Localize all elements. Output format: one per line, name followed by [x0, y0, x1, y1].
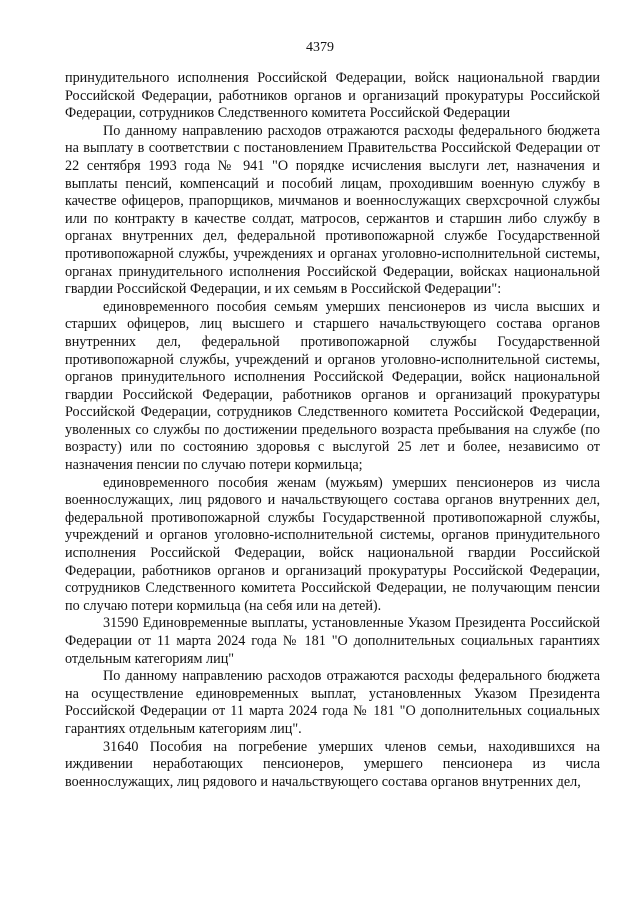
paragraph: 31590 Единовременные выплаты, установленные Указом Президента Российской Федерации от 11 марта 2024 года № 181 "О дополнительных социальных гарантиях отдельным категориям лиц"	[65, 615, 600, 667]
page-number: 4379	[306, 40, 334, 55]
paragraph: единовременного пособия женам (мужьям) умерших пенсионеров из числа военнослужащих, лиц рядового и начальствующего состава органов внутренних дел, федеральной противопожарной службы Государственной противопожарной службы, учреждений и органов уголовно-исполнительной системы, органов принудительного исполнения Российской Федерации, войск национальной гвардии Российской Федерации, работников органов и организаций прокуратуры Российской Федерации, сотрудников Следственного комитета Российской Федерации, не получающим пенсии по случаю потери кормильца (на себя или на детей).	[65, 474, 600, 614]
document-body	[65, 70, 600, 791]
paragraph: По данному направлению расходов отражаются расходы федерального бюджета на осуществление единовременных выплат, установленных Указом Президента Российской Федерации от 11 марта 2024 года № 181 "О дополнительных социальных гарантиях отдельным категориям лиц".	[65, 668, 600, 737]
paragraph: 31640 Пособия на погребение умерших членов семьи, находившихся на иждивении неработающих пенсионеров, умершего пенсионера из числа военнослужащих, лиц рядового и начальствующего состава органов внутренних дел,	[65, 738, 600, 790]
paragraph: По данному направлению расходов отражаются расходы федерального бюджета на выплату в соответствии с постановлением Правительства Российской Федерации от 22 сентября 1993 года № 941 "О порядке исчисления выслуги лет, назначения и выплаты пенсий, компенсаций и пособий лицам, проходившим военную службу в качестве офицеров, прапорщиков, мичманов и военнослужащих сверхсрочной службы или по контракту в качестве солдат, матросов, сержантов и старшин либо службу в органах внутренних дел, федеральной противопожарной службе Государственной противопожарной службы, учреждениях и органах уголовно-исполнительной системы, органах принудительного исполнения Российской Федерации, войсках национальной гвардии Российской Федерации, и их семьям в Российской Федерации":	[65, 122, 600, 298]
paragraph: единовременного пособия семьям умерших пенсионеров из числа высших и старших офицеров, лиц высшего и старшего начальствующего состава органов внутренних дел, федеральной противопожарной службы Государственной противопожарной службы, учреждений и органов уголовно-исполнительной системы, органов принудительного исполнения Российской Федерации, войск национальной гвардии Российской Федерации, работников органов и организаций прокуратуры Российской Федерации, сотрудников Следственного комитета Российской Федерации, уволенных со службы по достижении предельного возраста пребывания на службе (по возрасту) или по состоянию здоровья с выслугой 25 лет и более, независимо от назначения пенсии по случаю потери кормильца;	[65, 298, 600, 474]
paragraph: принудительного исполнения Российской Федерации, войск национальной гвардии Российской Федерации, работников органов и организаций прокуратуры Российской Федерации, сотрудников Следственного комитета Российской Федерации	[65, 70, 600, 122]
